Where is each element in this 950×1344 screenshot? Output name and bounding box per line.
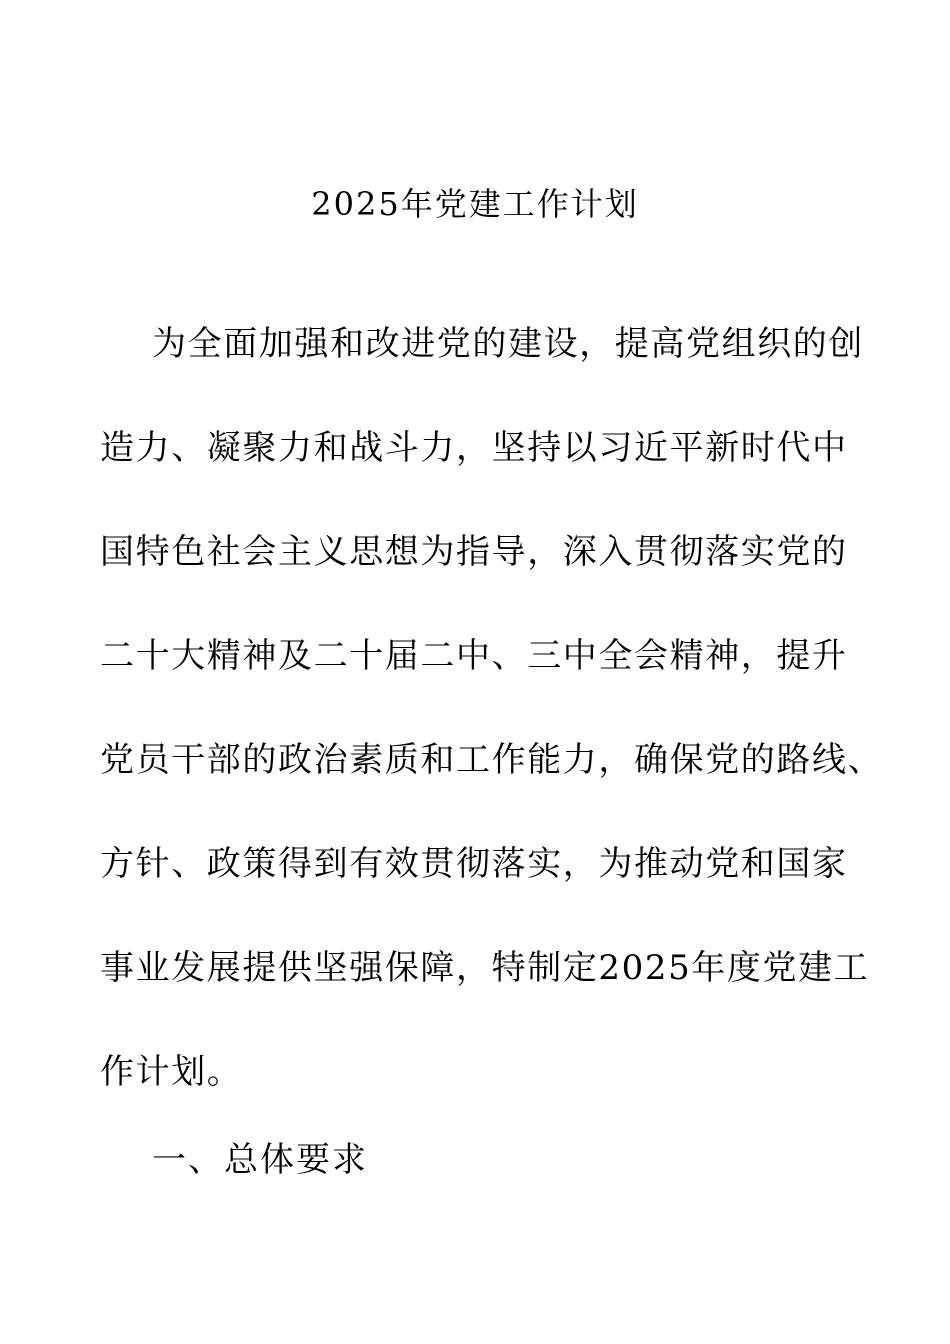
document-title: 2025年党建工作计划 [311, 185, 639, 223]
paragraph-line: 作计划。 [100, 1052, 243, 1092]
paragraph-line: 方针、政策得到有效贯彻落实，为推动党和国家 [100, 844, 848, 884]
paragraph-line: 二十大精神及二十届二中、三中全会精神，提升 [100, 636, 848, 676]
paragraph-line: 造力、凝聚力和战斗力，坚持以习近平新时代中 [100, 428, 848, 468]
paragraph-line: 事业发展提供坚强保障，特制定2025年度党建工 [100, 948, 870, 988]
paragraph-line: 党员干部的政治素质和工作能力，确保党的路线、 [100, 740, 884, 780]
paragraph-line: 为全面加强和改进党的建设，提高党组织的创 [152, 324, 864, 364]
section-heading: 一、总体要求 [152, 1140, 368, 1180]
paragraph-line: 国特色社会主义思想为指导，深入贯彻落实党的 [100, 532, 848, 572]
intro-paragraph [100, 320, 884, 1152]
